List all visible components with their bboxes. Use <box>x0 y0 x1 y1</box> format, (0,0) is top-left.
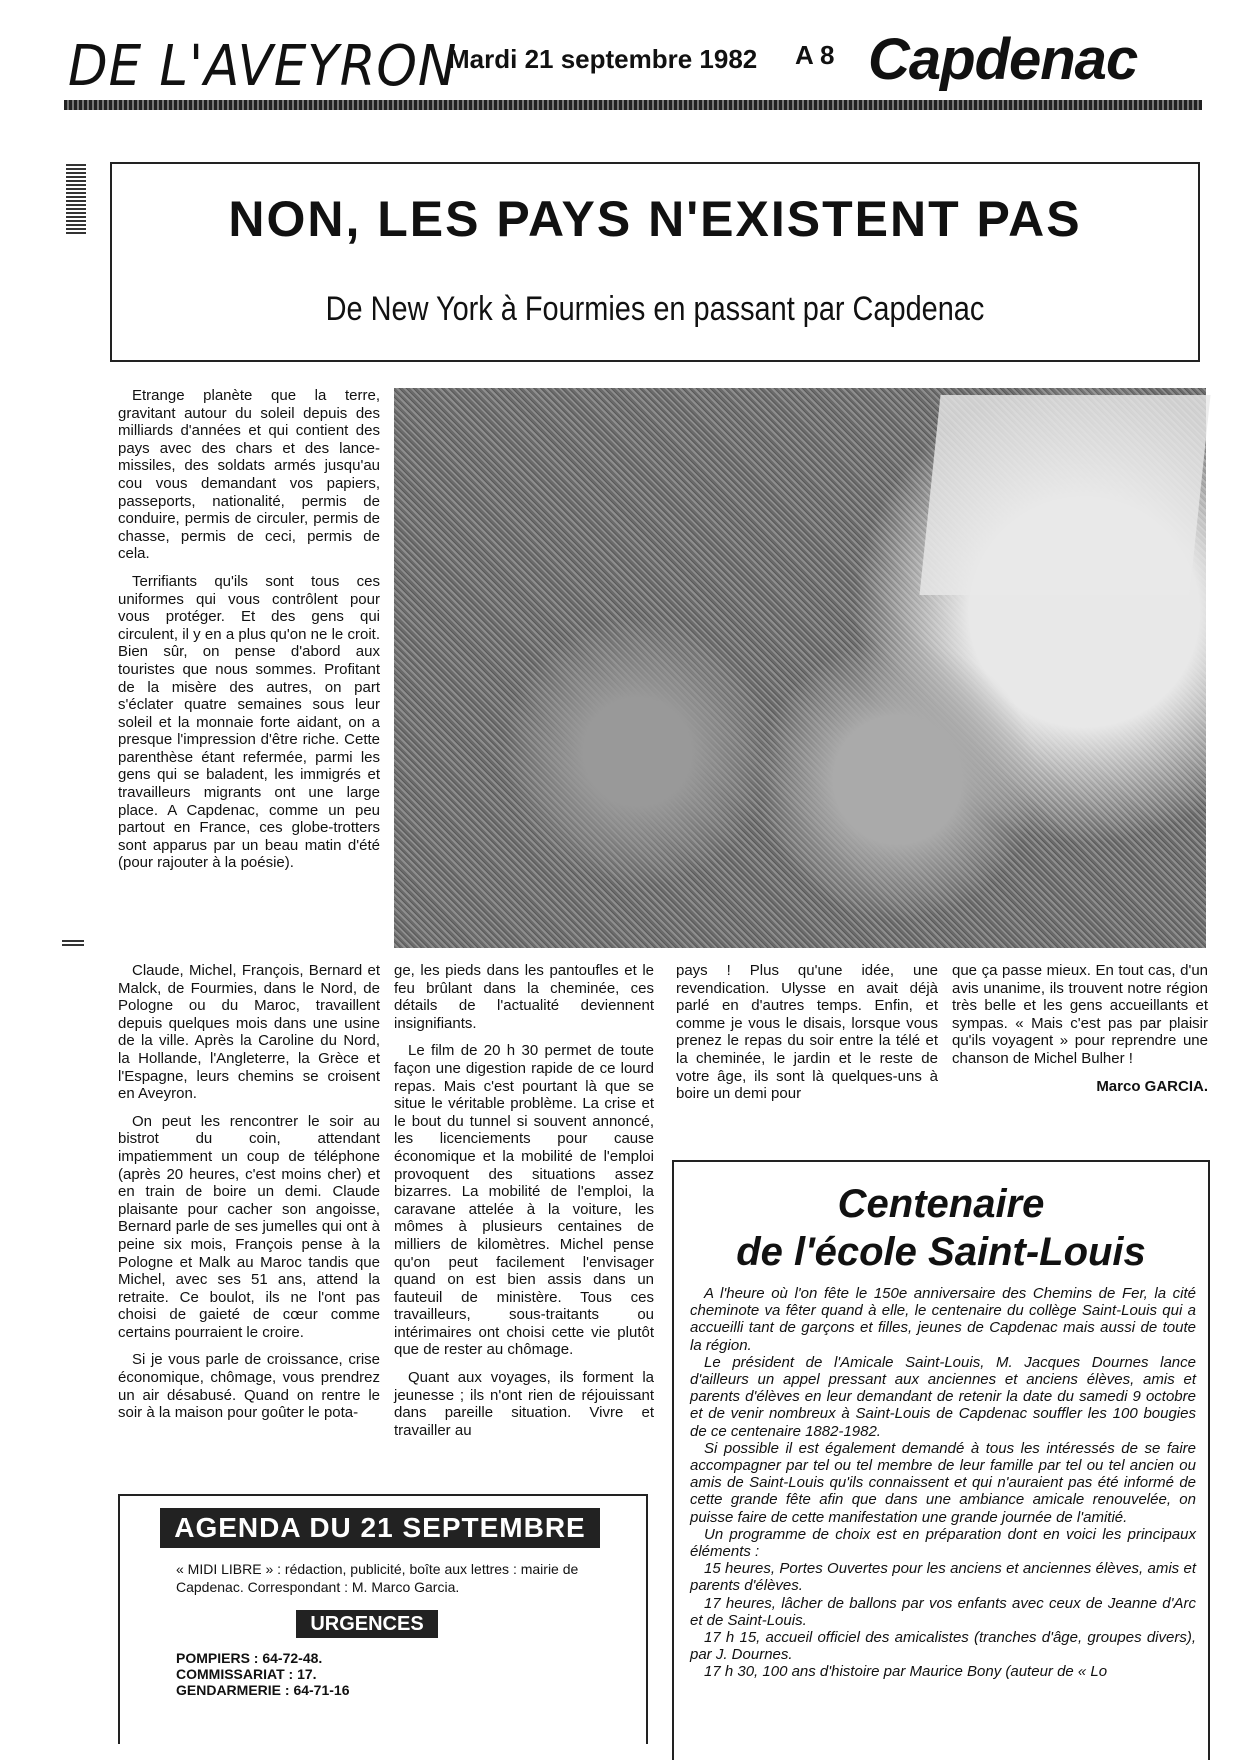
margin-mark <box>62 940 84 946</box>
article-signature: Marco GARCIA. <box>1096 1077 1208 1095</box>
photo-highlight <box>919 395 1210 595</box>
centenaire-paragraph: A l'heure où l'on fête le 150e anniversaire des Chemins de Fer, la cité cheminote va fêter quand à elle, le centenaire du collège Saint-Louis qui a accueilli tant de garçons et filles, jeunes de Capdenac mais aussi de toute la région. <box>690 1285 1196 1354</box>
urgences-title: URGENCES <box>296 1610 438 1638</box>
article-paragraph: Si je vous parle de croissance, crise économique, chômage, vous prendrez un air désabusé. Quand on rentre le soir à la maison pour goûter le pota- <box>118 1351 380 1422</box>
centenaire-paragraph: 17 heures, lâcher de ballons par vos enfants avec ceux de Jeanne d'Arc et de Saint-Louis. <box>690 1594 1196 1629</box>
article-column-1b <box>118 962 380 1432</box>
article-paragraph: Quant aux voyages, ils forment la jeunesse ; ils n'ont rien de réjouissant dans pareille situation. Vivre et travailler au <box>394 1369 654 1439</box>
centenaire-paragraph: Le président de l'Amicale Saint-Louis, M. Jacques Dournes lance d'ailleurs un appel pressant aux anciennes et anciens élèves, amis et parents d'élèves en leur demandant de retenir la date du samedi 9 octobre et de venir nombreux à Saint-Louis de Capdenac souffler les 100 bougies de ce centenaire 1882-1982. <box>690 1353 1196 1440</box>
article-column-4 <box>952 962 1208 1095</box>
urgences-item: POMPIERS : 64-72-48. <box>176 1650 323 1666</box>
centenaire-title-line: Centenaire <box>837 1182 1045 1226</box>
article-column-2 <box>394 962 654 1449</box>
centenaire-title <box>672 1180 1210 1276</box>
masthead-page: A 8 <box>795 40 835 70</box>
article-paragraph: pays ! Plus qu'une idée, une revendication. Ulysse en avait déjà parlé en d'autres temps. Enfin, et comme je vous le disais, lorsque vous prenez le repas du soir entre la télé et la cheminée, le jardin et le reste de votre âge, ils sont là quelques-uns à boire un demi pour <box>676 962 938 1103</box>
centenaire-paragraph: Si possible il est également demandé à tous les intéressés de se faire accompagner par tel ou tel membre de leur famille par tel ou tel ancien ou amis de Saint-Louis qu'ils connaissent et qui n'auraient pas été informé de cette grande fête afin que dans une ambiance amicale renouvelée, on puisse faire de cette manifestation une grande journée de l'amitié. <box>690 1439 1196 1526</box>
article-headline: NON, LES PAYS N'EXISTENT PAS <box>228 191 1082 247</box>
masthead-rule <box>64 100 1202 110</box>
masthead-date: Mardi 21 septembre 1982 <box>448 44 758 74</box>
article-subhead: De New York à Fourmies en passant par Capdenac <box>325 290 985 328</box>
agenda-title: AGENDA DU 21 SEPTEMBRE <box>160 1508 600 1548</box>
centenaire-title-line: de l'école Saint-Louis <box>736 1230 1146 1274</box>
centenaire-paragraph: 17 h 15, accueil officiel des amicalistes (tranches d'âge, groupes divers), par J. Dournes. <box>690 1629 1196 1664</box>
agenda-text: « MIDI LIBRE » : rédaction, publicité, boîte aux lettres : mairie de Capdenac. Correspondant : M. Marco Garcia. <box>176 1561 579 1595</box>
article-paragraph: Claude, Michel, François, Bernard et Malck, de Fourmies, dans le Nord, de Pologne ou du Maroc, travaillent depuis quelques mois dans une usine de la ville. Après la Caroline du Nord, la Hollande, l'Angleterre, la Grèce et l'Espagne, leurs chemins se croisent en Aveyron. <box>118 962 380 1103</box>
centenaire-paragraph: 15 heures, Portes Ouvertes pour les anciens et anciennes élèves, amis et parents d'élèves. <box>690 1560 1196 1595</box>
article-column-1 <box>118 387 380 882</box>
article-column-3 <box>676 962 938 1113</box>
urgences-item: GENDARMERIE : 64-71-16 <box>176 1682 350 1698</box>
urgences-item: COMMISSARIAT : 17. <box>176 1666 317 1682</box>
article-paragraph: Le film de 20 h 30 permet de toute façon une digestion rapide de ce lourd repas. Mais c'est pourtant là que se situe le véritable problème. La crise et le bout du tunnel si souvent annoncé, les licenciements pour cause économique et la mobilité de l'emploi provoquent des situations assez bizarres. La mobilité de l'emploi, la caravane attelée à la voiture, les mômes à plusieurs centaines de milliers de kilomètres. Michel pense qu'on peut facilement l'envisager quand on est bien assis dans un fauteuil de ministère. Tous ces travailleurs, sous-traitants ou intérimaires ont choisi cette vie plutôt que de rester au chômage. <box>394 1042 654 1359</box>
masthead-region: DE L'AVEYRON <box>68 34 458 99</box>
masthead-town: Capdenac <box>868 27 1138 92</box>
centenaire-body <box>690 1285 1196 1681</box>
article-paragraph: On peut les rencontrer le soir au bistrot du coin, attendant impatiemment un coup de téléphone (après 20 heures, c'est moins cher) et en train de boire un demi. Claude plaisante pour cacher son angoisse, Bernard parle de ses jumelles qui ont à peine six mois, François pense à la Pologne et Malk au Maroc tandis que Michel, avec ses 51 ans, attend la retraite. Ce boulot, ils ne l'ont pas choisi de gaieté de cœur comme certains pourraient le croire. <box>118 1112 380 1341</box>
article-paragraph: que ça passe mieux. En tout cas, d'un avis unanime, ils trouvent notre région très belle et les gens accueillants et sympas. « Mais c'est pas par plaisir qu'ils voyagent » pour reprendre une chanson de Michel Bulher ! <box>952 962 1208 1067</box>
margin-mark <box>66 162 86 234</box>
article-paragraph: Terrifiants qu'ils sont tous ces uniformes qui vous contrôlent pour vous protéger. Et des gens qui circulent, il y en a plus qu'on ne le croit. Bien sûr, on pense d'abord aux touristes que nous sommes. Profitant de la misère des autres, on part s'éclater quatre semaines sous leur soleil et la monnaie forte aidant, on a presque l'impression d'être riche. Cette parenthèse étant refermée, parmi les gens qui se baladent, les immigrés et travailleurs migrants ont une large place. A Capdenac, comme un peu partout en France, ces globe-trotters sont apparus par un beau matin d'été (pour rajouter à la poésie). <box>118 572 380 872</box>
article-paragraph: ge, les pieds dans les pantoufles et le feu brûlant dans la cheminée, ces détails de l'actualité deviennent insignifiants. <box>394 962 654 1032</box>
article-paragraph: Etrange planète que la terre, gravitant autour du soleil depuis des milliards d'années et qui contient des pays avec des chars et des lance-missiles, des soldats armés jusqu'au cou vous demandant vos papiers, passeports, nationalité, permis de conduire, permis de circuler, permis de chasse, permis de ceci, permis de cela. <box>118 387 380 563</box>
centenaire-paragraph: 17 h 30, 100 ans d'histoire par Maurice Bony (auteur de « Lo <box>704 1663 1108 1681</box>
centenaire-paragraph: Un programme de choix est en préparation dont en voici les principaux éléments : <box>690 1525 1196 1561</box>
urgences-list <box>176 1650 350 1698</box>
